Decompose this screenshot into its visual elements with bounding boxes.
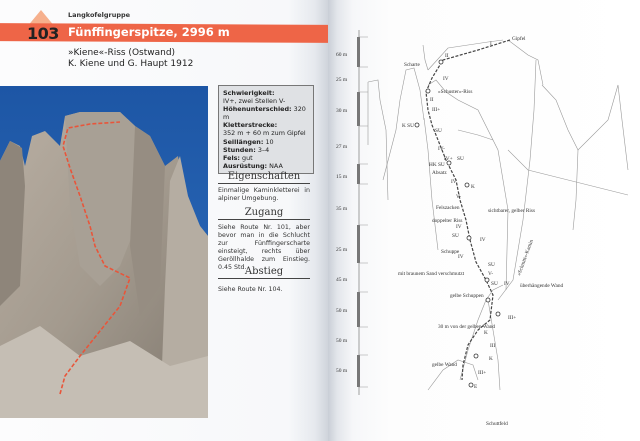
grade: K [489,356,493,362]
grade: SU [435,128,442,134]
label-30m-gelben-wand: 30 m von der gelben Wand [438,324,495,330]
topo-diagram [328,0,640,441]
height-value: 320 m [223,105,306,122]
scale-label: 15 m [336,174,348,180]
height-label: Höhenunterschied: [223,105,292,114]
scale-label: 60 m [336,52,348,58]
mountain-photo [0,86,208,418]
pitches-value: 10 [265,137,274,146]
scale-label: 27 m [336,144,348,150]
pitches-label: Seillängen: [223,137,264,146]
label-schuppe: Schuppe [441,249,460,255]
difficulty-label: Schwierigkeit: [223,89,275,97]
label-felszacken: Felszacken [436,205,460,211]
label-schuster-riss: »Schuster«-Riss [438,89,473,95]
right-page-topo [328,0,640,441]
length-label: Kletterstrecke: [223,121,278,130]
grade: IV- [438,146,445,152]
scale-label: 50 m [336,338,348,344]
gear-label: Ausrüstung: [223,161,268,170]
rock-label: Fels: [223,153,240,162]
grade: SU [491,281,498,287]
grade: K [484,330,488,336]
grade: IV [480,237,486,243]
grade: IV [451,179,457,185]
hours-value: 3–4 [257,145,270,154]
features-text: Einmalige Kaminkletterei in alpiner Umgebung. [218,187,310,203]
grade: III+ [478,370,487,376]
label-gelbe-wand: gelbe Wand [432,362,457,368]
label-k-su: K SU [402,123,414,129]
grade: III+ [508,315,517,321]
grade: II [445,53,449,59]
grade: V- [456,194,462,200]
grade: K [471,184,475,190]
label-sand: mit braunem Sand verschmutzt [398,271,465,277]
hours-label: Stunden: [223,145,256,154]
scale-label: 50 m [336,308,348,314]
scale-label: 50 m [336,368,348,374]
descent-text: Siehe Route Nr. 104. [218,286,283,293]
gear-value: NAA [269,161,283,170]
grade: V- [488,271,494,277]
label-hk-su: HK SU [429,162,445,168]
scale-label: 35 m [336,206,348,212]
grade: IV [456,224,462,230]
label-scharte: Scharte [404,62,420,68]
label-absatz: Absatz [432,170,447,176]
scale-label: 25 m [336,77,348,83]
scale-label: 25 m [336,247,348,253]
grade: III+ [432,107,441,113]
grade: IV [504,281,510,287]
route-title: Fünffingerspitze, 2996 m [68,25,230,39]
scale-label: 30 m [336,108,348,114]
approach-text: Siehe Route Nr. 101, aber bevor man in die Schlucht zur Fünffingerscharte einsteigt, rechts über Geröllhalde zum Einstieg. 0.45 Std. [218,224,310,272]
grade: SU [452,233,459,239]
label-schuttfeld: Schuttfeld [486,421,508,427]
grade: IV [458,254,464,260]
route-info-box [218,85,314,174]
label-sichtbarer-riss: sichtbarer, gelber Riss [488,208,536,214]
grade: I [490,41,492,47]
scale-label: 45 m [336,277,348,283]
grade: IV+ [444,156,453,162]
features-heading: Eigenschaften [218,171,310,184]
grade: SU [488,262,495,268]
difficulty-value: IV+, zwei Stellen V- [223,97,286,106]
grade: E [474,384,478,390]
length-value: 352 m + 60 m zum Gipfel [223,129,306,138]
group-label: Langkofelgruppe [68,11,131,19]
grade: SU [457,156,464,162]
grade: IV [443,76,449,82]
label-doppelter-riss: doppelter Riss [432,218,463,224]
label-schmitt-kamin: »Schmitt«-Kamin [516,238,535,277]
label-ueberhaengende-wand: überhängende Wand [520,283,564,289]
route-number: 103 [27,24,59,43]
descent-heading: Abstieg [218,266,310,279]
route-name: »Kiene«-Riss (Ostwand) [68,48,176,58]
grade: III [490,343,496,349]
rock-value: gut [242,153,253,162]
label-gelbe-schuppen: gelbe Schuppen [450,293,484,299]
label-gipfel: Gipfel [512,36,526,42]
approach-heading: Zugang [218,207,310,220]
first-ascent: K. Kiene und G. Haupt 1912 [68,59,194,69]
grade: II [430,97,434,103]
